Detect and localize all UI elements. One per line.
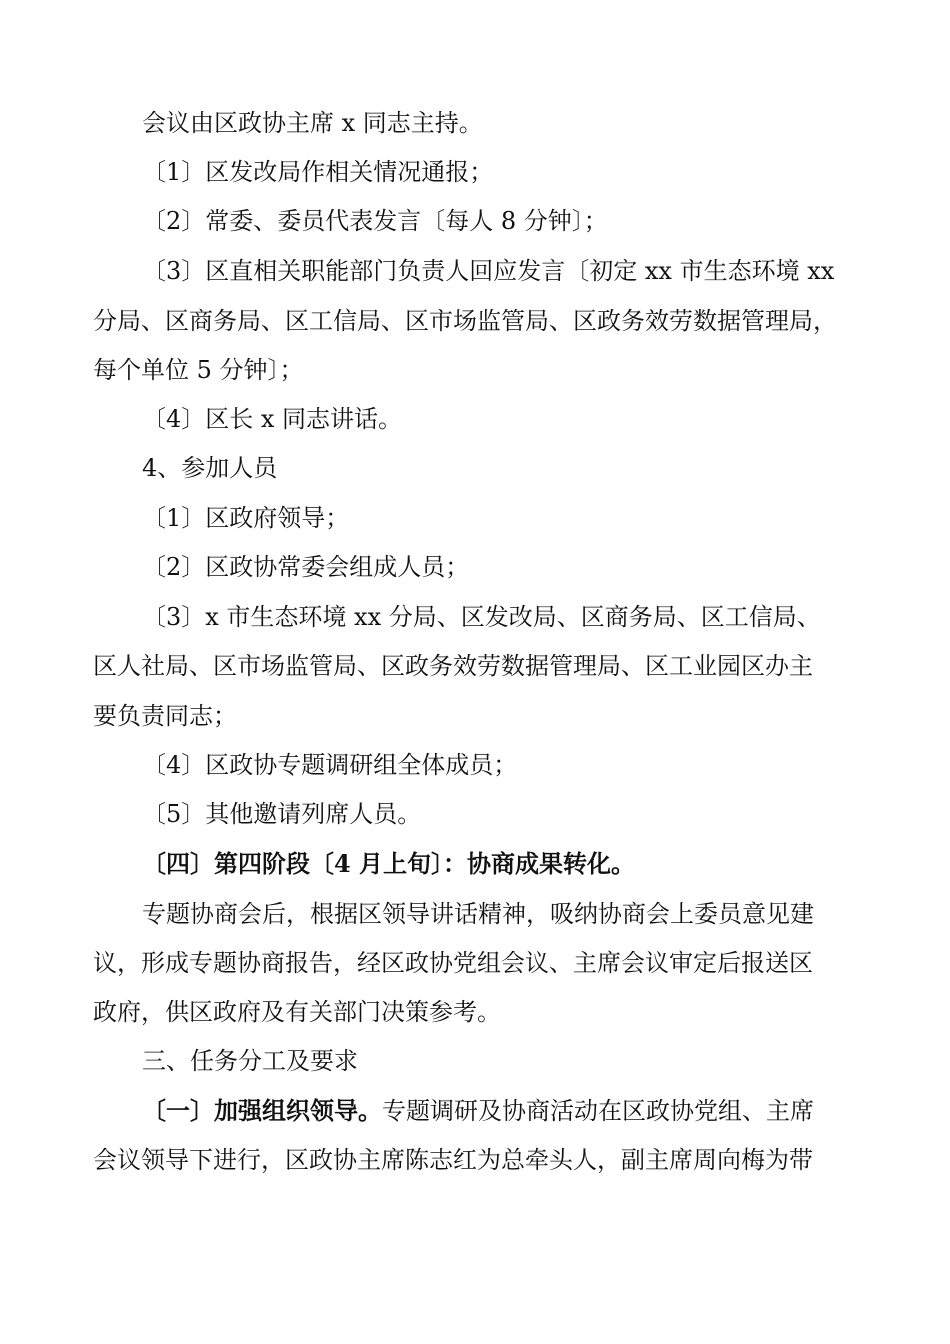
paragraph-line: 〔4〕区长 x 同志讲话。 (142, 405, 403, 433)
paragraph-line: 分局、区商务局、区工信局、区市场监管局、区政务效劳数据管理局， (93, 307, 837, 335)
paragraph-line: 区人社局、区市场监管局、区政务效劳数据管理局、区工业园区办主 (93, 652, 813, 680)
paragraph-line: 会议领导下进行，区政协主席陈志红为总牵头人，副主席周向梅为带 (93, 1146, 813, 1174)
paragraph-line: 〔1〕区政府领导； (142, 504, 350, 532)
paragraph-line: 议，形成专题协商报告，经区政协党组会议、主席会议审定后报送区 (93, 949, 813, 977)
paragraph-text: 专题调研及协商活动在区政协党组、主席 (382, 1097, 814, 1125)
section-heading: 〔四〕第四阶段〔4 月上旬〕：协商成果转化。 (142, 849, 636, 878)
paragraph-line: 〔2〕区政协常委会组成人员； (142, 553, 470, 581)
paragraph-line: 〔3〕x 市生态环境 xx 分局、区发改局、区商务局、区工信局、 (142, 603, 821, 631)
paragraph-line: 政府，供区政府及有关部门决策参考。 (93, 998, 501, 1026)
paragraph-line: 〔4〕区政协专题调研组全体成员； (142, 751, 518, 779)
paragraph-line: 要负责同志； (93, 702, 237, 730)
paragraph-line: 每个单位 5 分钟〕； (93, 356, 304, 384)
paragraph-line (0, 1095, 950, 1127)
paragraph-line: 专题协商会后，根据区领导讲话精神，吸纳协商会上委员意见建 (142, 900, 814, 928)
paragraph-line: 〔3〕区直相关职能部门负责人回应发言〔初定 xx 市生态环境 xx (142, 257, 835, 285)
paragraph-line: 〔1〕区发改局作相关情况通报； (142, 158, 494, 186)
section-heading: 4、参加人员 (142, 454, 278, 482)
paragraph-line: 〔5〕其他邀请列席人员。 (142, 800, 422, 828)
subsection-heading: 〔一〕加强组织领导。 (142, 1096, 382, 1125)
paragraph-line: 〔2〕常委、委员代表发言〔每人 8 分钟〕； (142, 207, 608, 235)
section-heading: 三、任务分工及要求 (142, 1047, 358, 1075)
paragraph-line: 会议由区政协主席 x 同志主持。 (142, 109, 483, 137)
